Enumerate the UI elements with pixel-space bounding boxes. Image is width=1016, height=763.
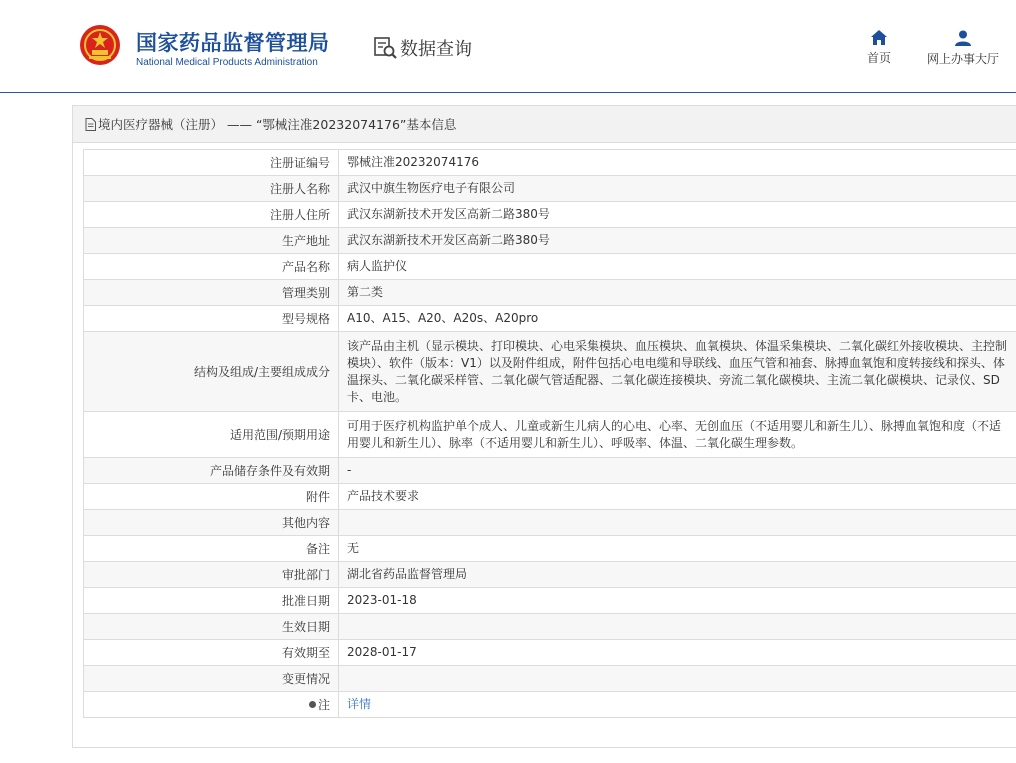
row-value: 武汉东湖新技术开发区高新二路380号 [339,202,1016,228]
row-label: 备注 [84,536,339,562]
row-value: 湖北省药品监督管理局 [339,562,1016,588]
row-label: 变更情况 [84,666,339,692]
row-label: 有效期至 [84,640,339,666]
row-value: 可用于医疗机构监护单个成人、儿童或新生儿病人的心电、心率、无创血压（不适用婴儿和新生儿）、脉搏血氧饱和度（不适用婴儿和新生儿）、脉率（不适用婴儿和新生儿）、呼吸率、体温、二氧化碳生理参数。 [339,412,1016,458]
row-value: 产品技术要求 [339,484,1016,510]
agency-name-en: National Medical Products Administration [136,57,318,68]
row-label: 审批部门 [84,562,339,588]
table-row [84,176,1016,202]
table-row [84,254,1016,280]
row-value: - [339,458,1016,484]
row-value: 该产品由主机（显示模块、打印模块、心电采集模块、血压模块、血氧模块、体温采集模块、二氧化碳红外接收模块、主控制模块）、软件（版本：V1）以及附件组成，附件包括心电电缆和导联线、血压气管和袖套、脉搏血氧饱和度转接线和探头、体温探头、二氧化碳采样管、二氧化碳气管适配器、二氧化碳连接模块、旁流二氧化碳模块、主流二氧化碳模块、记录仪、SD卡、电池。 [339,332,1016,412]
row-value [339,692,1016,718]
row-value: 病人监护仪 [339,254,1016,280]
registration-info-table [83,149,1016,718]
nav-home-label: 首页 [866,51,891,65]
table-row [84,202,1016,228]
row-label: 型号规格 [84,306,339,332]
agency-name-cn: 国家药品监督管理局 [136,31,330,55]
row-label: 注册人名称 [84,176,339,202]
table-row [84,484,1016,510]
national-emblem-icon [79,24,121,66]
table-row [84,332,1016,412]
row-label: 产品名称 [84,254,339,280]
note-label [84,692,339,718]
row-label: 批准日期 [84,588,339,614]
row-label: 附件 [84,484,339,510]
bullet-icon [309,701,316,708]
table-row [84,562,1016,588]
row-label: 注册证编号 [84,150,339,176]
row-value [339,614,1016,640]
table-row [84,458,1016,484]
table-row [84,536,1016,562]
row-value [339,666,1016,692]
table-row [84,306,1016,332]
table-row [84,412,1016,458]
table-row [84,228,1016,254]
row-label: 产品储存条件及有效期 [84,458,339,484]
document-search-icon [373,35,399,61]
home-icon [871,30,887,45]
data-query-link[interactable] [373,35,472,61]
table-row [84,150,1016,176]
panel-title [73,106,1016,143]
row-value: 武汉中旗生物医疗电子有限公司 [339,176,1016,202]
row-value: 无 [339,536,1016,562]
nav-hall-label: 网上办事大厅 [926,52,999,66]
table-row [84,666,1016,692]
row-value: 2028-01-17 [339,640,1016,666]
nav-online-service-hall[interactable] [924,30,1002,67]
note-label-text: 注 [317,698,330,712]
panel-title-text: 境内医疗器械（注册） —— “鄂械注准20232074176”基本信息 [98,117,457,132]
row-value: A10、A15、A20、A20s、A20pro [339,306,1016,332]
table-row [84,510,1016,536]
row-value: 鄂械注准20232074176 [339,150,1016,176]
row-value: 2023-01-18 [339,588,1016,614]
table-row [84,692,1016,718]
row-label: 注册人住所 [84,202,339,228]
row-label: 生效日期 [84,614,339,640]
document-icon [85,118,96,131]
table-row [84,588,1016,614]
user-icon [955,30,971,46]
info-panel [72,105,1016,748]
row-label: 适用范围/预期用途 [84,412,339,458]
row-label: 结构及组成/主要组成成分 [84,332,339,412]
table-row [84,640,1016,666]
row-label: 生产地址 [84,228,339,254]
row-value: 第二类 [339,280,1016,306]
row-label: 其他内容 [84,510,339,536]
site-header [0,0,1016,93]
table-row [84,614,1016,640]
data-query-label: 数据查询 [400,39,472,60]
row-value [339,510,1016,536]
row-value: 武汉东湖新技术开发区高新二路380号 [339,228,1016,254]
row-label: 管理类别 [84,280,339,306]
table-row [84,280,1016,306]
details-link[interactable]: 详情 [347,697,372,711]
nav-home[interactable] [864,30,894,66]
